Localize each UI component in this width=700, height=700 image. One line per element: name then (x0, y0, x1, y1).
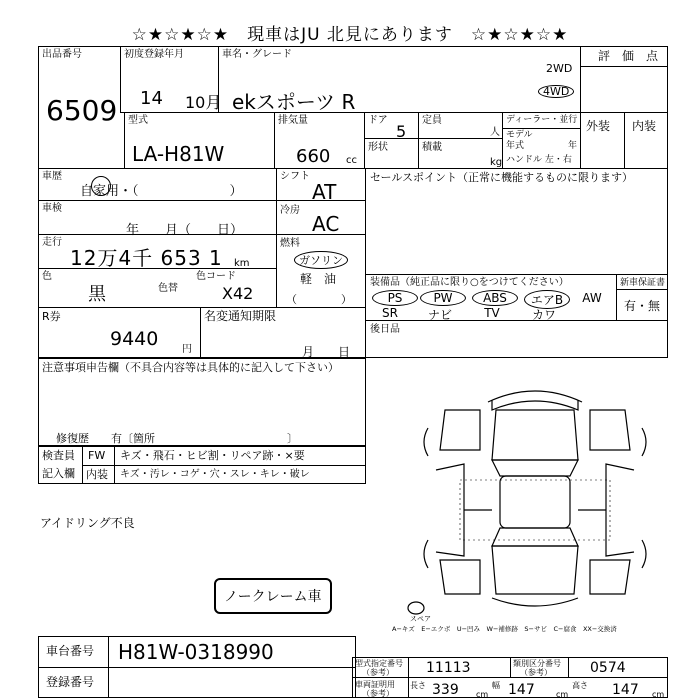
equip-tv: TV (484, 306, 500, 320)
door-label: ドア (368, 115, 388, 126)
equipment-label: 装備品（純正品に限り○をつけてください） (370, 277, 569, 288)
category-value: 0574 (590, 660, 626, 676)
inspector-fw: FW (88, 449, 106, 462)
equip-leather: カワ (531, 308, 556, 322)
handwritten-note: アイドリング不良 (40, 516, 135, 530)
displacement-value: 660 (296, 146, 331, 167)
model-spec-label2: （参考） (362, 668, 394, 677)
shape-label: 形状 (368, 142, 388, 153)
color-code-value: X42 (222, 284, 254, 303)
recycle-unit: 円 (182, 344, 192, 355)
chassis-label: 車台番号 (46, 644, 95, 658)
equip-pw: PW (420, 290, 466, 306)
model-spec-value: 11113 (426, 660, 471, 676)
notes-label: 注意事項申告欄（不具合内容等は具体的に記入して下さい） (42, 361, 339, 374)
fuel-other: （ ） (286, 293, 352, 306)
drive-4wd: 4WD (538, 85, 574, 98)
car-diagram (400, 380, 670, 620)
dealer-label: ディーラー・並行 (506, 115, 578, 125)
car-name-label: 車名・グレード (222, 49, 292, 60)
interior-label: 内装 (632, 119, 657, 133)
shift-label: シフト (280, 171, 310, 182)
equip-ps: PS (372, 290, 418, 306)
equip-sr: SR (382, 306, 398, 320)
lot-number-value: 6509 (46, 94, 118, 127)
width-unit: cm (556, 690, 569, 699)
mileage-unit: km (234, 258, 250, 269)
category-label2: （参考） (520, 668, 552, 677)
length-label: 長さ (410, 681, 426, 690)
color-change-label: 色替 (158, 283, 178, 294)
model-year-label1: モデル (506, 130, 533, 140)
recycle-label: R券 (42, 310, 61, 323)
right-mid-frame (365, 168, 668, 358)
reg-number-label: 登録番号 (46, 675, 95, 689)
history-circle (91, 176, 111, 196)
width-label: 幅 (492, 681, 500, 690)
capacity-unit: 人 (490, 127, 500, 138)
recycle-value: 9440 (110, 328, 159, 350)
aircon-value: AC (312, 212, 340, 236)
model-value: LA-H81W (132, 142, 225, 166)
rear-seat-label: 後日品 (370, 324, 400, 335)
capacity-label: 定員 (422, 115, 442, 126)
spare-label: スペア (410, 615, 431, 623)
inspector-label2: 記入欄 (42, 467, 75, 480)
lot-number-label: 出品番号 (42, 49, 82, 60)
door-value: 5 (396, 122, 407, 141)
color-code-label: 色コード (196, 271, 236, 282)
length-value: 339 (432, 682, 459, 698)
history-value: 自家用・（ ） (80, 184, 243, 199)
fuel-label: 燃料 (280, 238, 300, 249)
fuel-gasoline: ガソリン (294, 251, 348, 269)
handle-label: ハンドル 左・右 (506, 155, 572, 165)
history-label: 車歴 (42, 171, 62, 182)
name-change-label: 名変通知期限 (204, 309, 277, 323)
repair-history: 修復歴 有〔箇所 〕 (56, 432, 298, 445)
sales-point-label: セールスポイント（正常に機能するものに限ります） (370, 171, 634, 184)
aircon-label: 冷房 (280, 205, 300, 216)
load-label: 積載 (422, 142, 442, 153)
load-unit: kg (490, 157, 503, 168)
width-value: 147 (508, 682, 535, 698)
category-label1: 類別区分番号 (513, 659, 561, 668)
dim-label1: 車両証明用 (355, 680, 395, 689)
registration-year: 14 (140, 88, 163, 109)
exterior-label: 外装 (586, 119, 611, 133)
displacement-unit: cc (346, 155, 357, 166)
drive-2wd: 2WD (546, 62, 573, 75)
inspector-in: 内装 (86, 468, 108, 481)
header-banner: ☆★☆★☆★ 現車はJU 北見にあります ☆★☆★☆★ (131, 25, 569, 45)
registration-label: 初度登録年月 (124, 49, 184, 60)
height-label: 高さ (572, 681, 588, 690)
equip-aw: AW (582, 291, 602, 305)
height-unit: cm (652, 690, 665, 699)
model-year-label2: 年式 (506, 141, 525, 151)
name-change-value: 月 日 (302, 345, 351, 359)
car-name-value: ekスポーツ R (232, 90, 356, 114)
no-claim-stamp: ノークレーム車 (214, 578, 332, 614)
length-unit: cm (476, 690, 489, 699)
warranty-value: 有・無 (624, 299, 661, 313)
registration-month: 10月 (185, 93, 222, 112)
fuel-diesel: 軽 油 (300, 272, 337, 286)
model-label: 型式 (128, 115, 148, 126)
damage-legend: A−キズ E−エクボ U−凹み W−補修跡 S−サビ C−腐食 XX−交換済 (392, 625, 617, 633)
chassis-value: H81W-0318990 (118, 640, 274, 664)
inspection-label: 車検 (42, 203, 62, 214)
displacement-label: 排気量 (278, 115, 308, 126)
inspector-fw-items: キズ・飛石・ヒビ割・リペア跡・×要 (120, 449, 305, 462)
dim-label2: （参考） (362, 689, 394, 698)
color-label: 色 (42, 271, 52, 282)
shift-value: AT (312, 180, 337, 204)
evaluation-label: 評 価 点 (598, 49, 659, 63)
mileage-value: 12万4千 653 1 (70, 246, 223, 270)
inspection-value: 年 月（ 日） (126, 223, 244, 238)
model-year-unit: 年 (568, 141, 578, 151)
equip-airbag: エアB (524, 290, 570, 309)
inspector-label1: 検査員 (42, 449, 75, 462)
inspector-in-items: キズ・汚レ・コゲ・穴・スレ・キレ・破レ (120, 469, 310, 480)
mileage-label: 走行 (42, 237, 62, 248)
equip-abs: ABS (472, 290, 518, 306)
equip-navi: ナビ (427, 308, 452, 322)
model-spec-label1: 型式指定番号 (355, 659, 403, 668)
height-value: 147 (612, 682, 639, 698)
color-value: 黒 (88, 284, 106, 305)
warranty-label: 新車保証書 (620, 278, 666, 288)
